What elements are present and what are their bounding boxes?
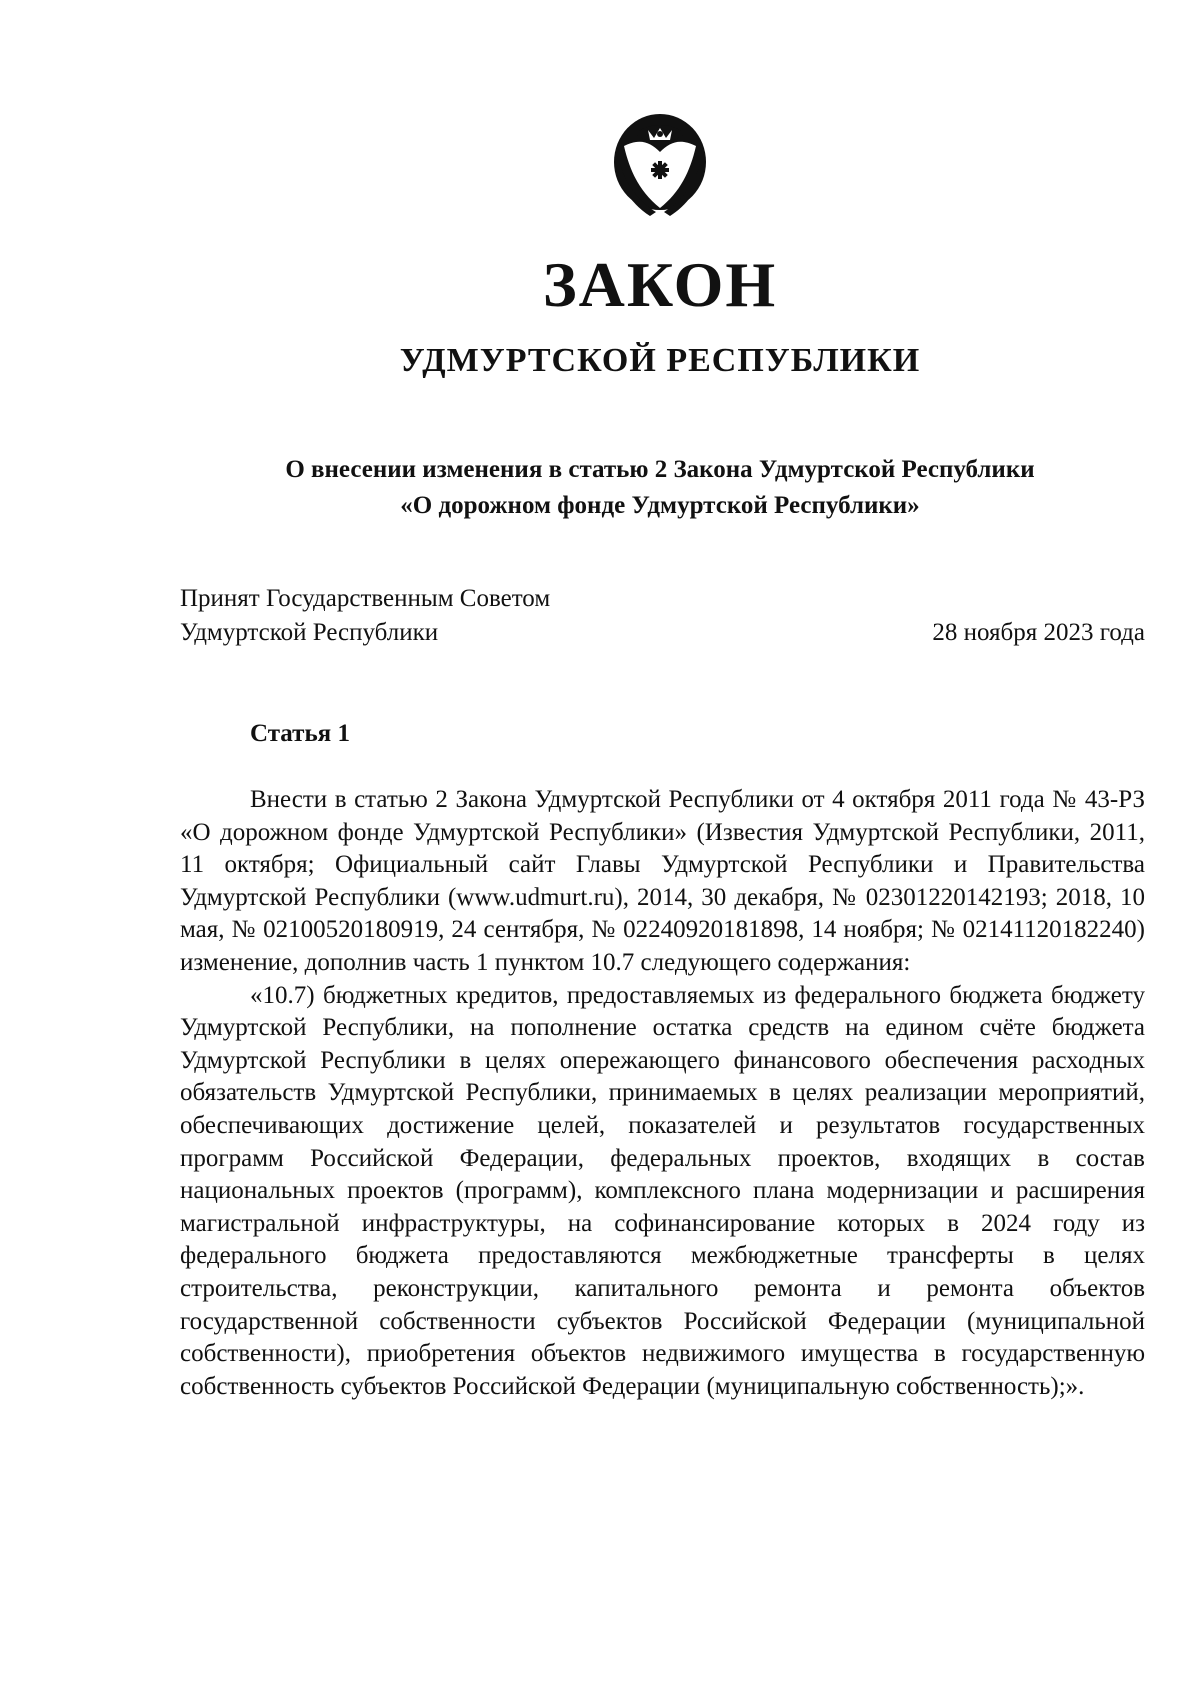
law-name-line-2: «О дорожном фонде Удмуртской Республики» — [400, 492, 920, 519]
adoption-line-2: Удмуртской Республики — [180, 619, 439, 646]
article-heading: Статья 1 — [250, 720, 350, 747]
udmurt-coat-of-arms-icon — [610, 112, 710, 222]
document-title: ЗАКОН — [542, 249, 778, 320]
article-paragraph-1: Внести в статью 2 Закона Удмуртской Республики от 4 октября 2011 года № 43-РЗ «О дорожном фонде Удмуртской Республики» (Известия Удмуртской Республики, 2011, 11 октября; Официальный сайт Главы Удмуртской Республики и Правительства Удмуртской Республики (www.udmurt.ru), 2014, 30 декабря, № 02301220142193; 2018, 10 мая, № 02100520180919, 24 сентября, № 02240920181898, 14 ноября; № 02141120182240) изменение, дополнив часть 1 пунктом 10.7 следующего содержания: — [180, 786, 1145, 976]
law-name-line-1: О внесении изменения в статью 2 Закона Удмуртской Республики — [285, 456, 1035, 483]
adoption-date: 28 ноября 2023 года — [932, 619, 1145, 646]
article-body — [180, 784, 1145, 1403]
document-subtitle: УДМУРТСКОЙ РЕСПУБЛИКИ — [399, 342, 921, 379]
adoption-line-1: Принят Государственным Советом — [180, 585, 551, 612]
adoption-statement — [180, 582, 550, 650]
article-paragraph-2: «10.7) бюджетных кредитов, предоставляемых из федерального бюджета бюджету Удмуртской Республики, на пополнение остатка средств на едином счёте бюджета Удмуртской Республики в целях опережающего финансового обеспечения расходных обязательств Удмуртской Республики, принимаемых в целях реализации мероприятий, обеспечивающих достижение целей, показателей и результатов государственных программ Российской Федерации, федеральных проектов, входящих в состав национальных проектов (программ), комплексного плана модернизации и расширения магистральной инфраструктуры, на софинансирование которых в 2024 году из федерального бюджета предоставляются межбюджетные трансферты в целях строительства, реконструкции, капитального ремонта и ремонта объектов государственной собственности субъектов Российской Федерации (муниципальной собственности), приобретения объектов недвижимого имущества в государственную собственность субъектов Российской Федерации (муниципальную собственность);». — [180, 981, 1145, 1400]
law-name — [0, 452, 1200, 524]
